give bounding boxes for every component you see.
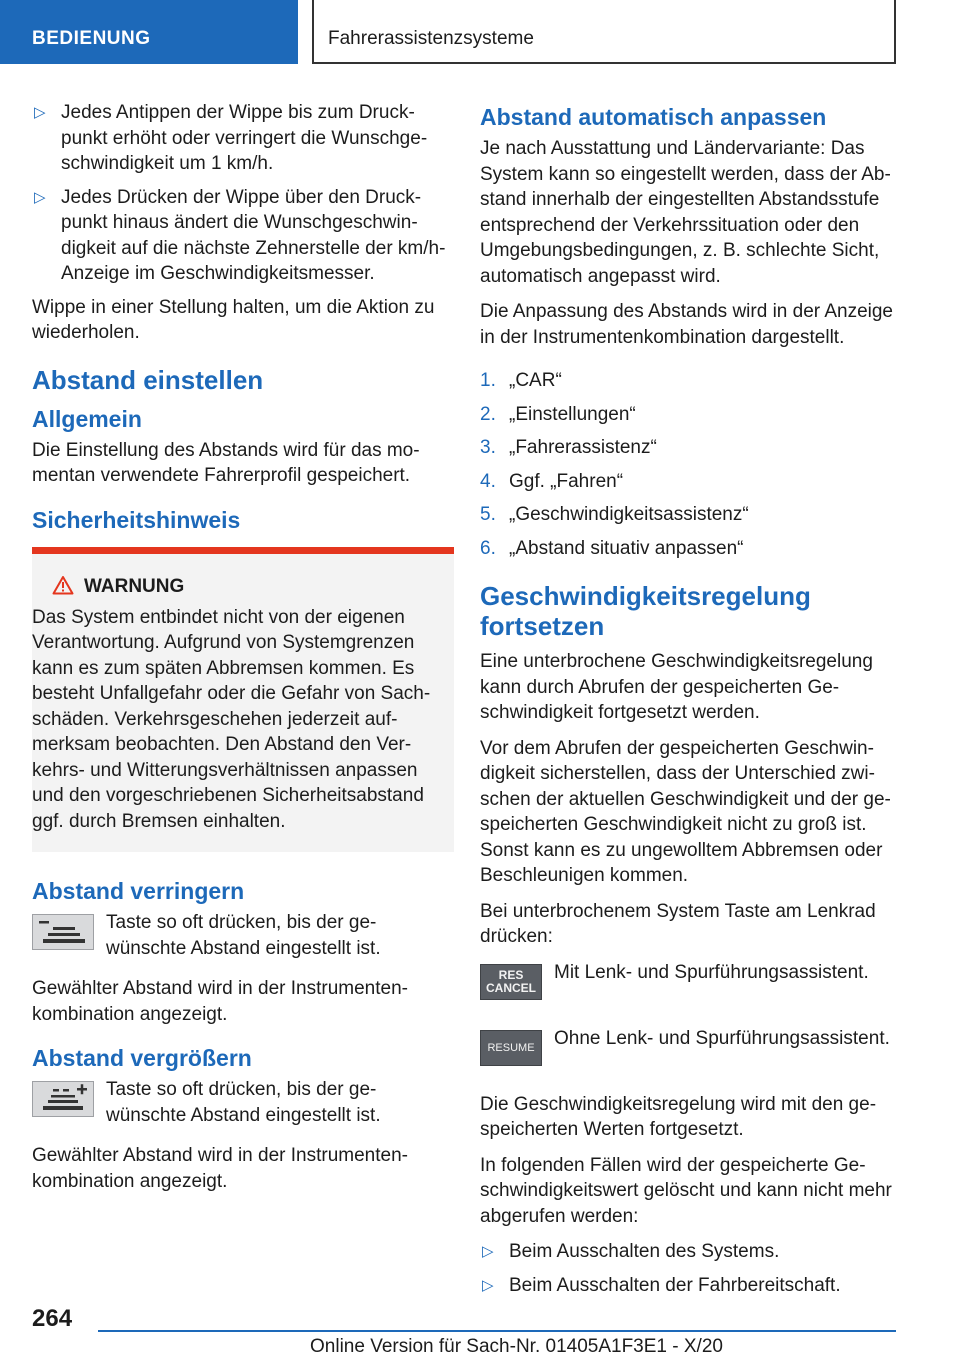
right-column	[480, 96, 896, 1306]
resume-button[interactable]	[480, 1030, 542, 1066]
res-cancel-row	[480, 960, 896, 1018]
resume-label: RESUME	[487, 1041, 535, 1054]
res-cancel-button[interactable]	[480, 964, 542, 1000]
left-column	[32, 100, 448, 1204]
heading-abstand-einstellen: Abstand einstellen	[32, 364, 264, 395]
cancel-label: CANCEL	[486, 980, 536, 995]
heading-sicherheitshinweis: Sicherheitshinweis	[32, 506, 241, 533]
heading-allgemein: Allgemein	[32, 405, 142, 432]
triangle-bullet-icon: ▷	[34, 188, 46, 206]
increase-note: Gewählter Abstand wird in der Instrumentenkombination angezeigt.	[32, 1145, 408, 1192]
distance-increase-button[interactable]	[32, 1081, 94, 1117]
fortsetzen-paragraph-5: In folgenden Fällen wird der gespeicherte Geschwindigkeitswert gelöscht und kann nicht mehr abgerufen werden:	[480, 1154, 892, 1227]
fortsetzen-paragraph-2: Vor dem Abrufen der gespeicherten Geschwindigkeit sicherstellen, dass der Unterschied zwischen der aktuellen Geschwindigkeit und der gespeicherten Geschwindigkeit nicht zu groß ist. Sonst kann es zu ungewolltem Abbremsen oder Beschleunigen kommen.	[480, 737, 891, 886]
list-item: 1. „CAR“	[480, 370, 562, 391]
list-item: 2. „Einstellungen“	[480, 403, 636, 425]
list-item: ▷ Beim Ausschalten der Fahrbereitschaft.	[480, 1273, 896, 1299]
increase-instruction: Taste so oft drücken, bis der gewünschte Abstand eingestellt ist.	[106, 1079, 381, 1126]
fortsetzen-paragraph-1: Eine unterbrochene Geschwindigkeitsregelung kann durch Abrufen der gespeicherten Geschwindigkeit fortgesetzt werden.	[480, 651, 873, 723]
list-item: 4. Ggf. „Fahren“	[480, 470, 624, 492]
list-item: 6. „Abstand situativ anpassen“	[480, 537, 744, 559]
distance-decrease-button[interactable]	[32, 914, 94, 950]
warning-box	[32, 547, 454, 853]
auto-paragraph-1: Je nach Ausstattung und Ländervariante: Das System kann so eingestellt werden, dass der Abstand innerhalb der eingestellten Abstandsstufe entsprechend der Verkehrssituation oder den Umgebungsbedingungen, z. B. schlechte Sicht, automatisch angepasst wird.	[480, 138, 891, 287]
without-assist-text: Ohne Lenk- und Spurführungsassistent.	[554, 1027, 890, 1049]
warning-triangle-icon	[52, 575, 74, 595]
footer-divider	[98, 1330, 896, 1332]
footer-online-version: Online Version für Sach-Nr. 01405A1F3E1 - X/20	[310, 1336, 723, 1357]
decrease-note: Gewählter Abstand wird in der Instrumentenkombination angezeigt.	[32, 978, 408, 1025]
decrease-instruction: Taste so oft drücken, bis der gewünschte Abstand eingestellt ist.	[106, 912, 381, 959]
distance-decrease-row	[32, 910, 448, 968]
warning-heading: WARNUNG	[52, 574, 446, 599]
hold-paragraph: Wippe in einer Stellung halten, um die Aktion zu wiederholen.	[32, 296, 435, 343]
with-assist-text: Mit Lenk- und Spurführungsassistent.	[554, 961, 869, 983]
rocker-bullet-list	[32, 100, 448, 287]
res-label: RES	[498, 967, 524, 982]
list-item: ▷ Beim Ausschalten des Systems.	[480, 1239, 896, 1265]
triangle-bullet-icon: ▷	[34, 104, 46, 121]
distance-minus-icon	[33, 915, 93, 949]
settings-steps	[480, 368, 896, 561]
auto-paragraph-2: Die Anpassung des Abstands wird in der Anzeige in der Instrumentenkombination dargestellt.	[480, 301, 893, 348]
list-item: ▷ Jedes Antippen der Wippe bis zum Druckpunkt erhöht oder verringert die Wunschgeschwindigkeit um 1 km/h.	[34, 102, 428, 174]
heading-fortsetzen: Geschwindigkeitsregelung fortsetzen	[480, 581, 811, 641]
list-item: ▷ Jedes Drücken der Wippe über den Druckpunkt hinaus ändert die Wunschgeschwindigkeit auf die nächste Zehnerstelle der km/h-Anzeige im Geschwindigkeitsmesser.	[34, 186, 446, 284]
heading-abstand-automatisch: Abstand automatisch anpassen	[480, 104, 827, 130]
triangle-bullet-icon: ▷	[482, 1276, 494, 1294]
distance-increase-row	[32, 1077, 448, 1135]
chapter-title: Fahrerassistenzsysteme	[312, 0, 896, 64]
heading-abstand-verringern: Abstand verringern	[32, 878, 245, 904]
fortsetzen-paragraph-4: Die Geschwindigkeitsregelung wird mit den gespeicherten Werten fortgesetzt.	[480, 1093, 877, 1140]
section-tab: BEDIENUNG	[0, 0, 298, 64]
resume-row	[480, 1026, 896, 1084]
heading-abstand-vergroessern: Abstand vergrößern	[32, 1045, 252, 1071]
deletion-cases-list	[480, 1239, 896, 1298]
allgemein-paragraph: Die Einstellung des Abstands wird für das momentan verwendete Fahrerprofil gespeichert.	[32, 439, 420, 486]
list-item: 3. „Fahrerassistenz“	[480, 437, 657, 458]
distance-plus-icon	[33, 1082, 93, 1116]
page-number: 264	[32, 1305, 73, 1332]
warning-text: Das System entbindet nicht von der eigenen Verantwortung. Aufgrund von Systemgrenzen kann es zum späten Abbremsen kommen. Es besteht Unfallgefahr oder die Gefahr von Sachschäden. Verkehrsgeschehen jederzeit aufmerksam beobachten. Den Abstand den Verkehrs- und Witterungsverhältnissen anpassen und den vorgeschriebenen Sicherheitsabstand ggf. durch Bremsen einhalten.	[32, 606, 431, 832]
triangle-bullet-icon: ▷	[482, 1243, 494, 1260]
fortsetzen-paragraph-3: Bei unterbrochenem System Taste am Lenkrad drücken:	[480, 900, 876, 947]
list-item: 5. „Geschwindigkeitsassistenz“	[480, 504, 749, 525]
